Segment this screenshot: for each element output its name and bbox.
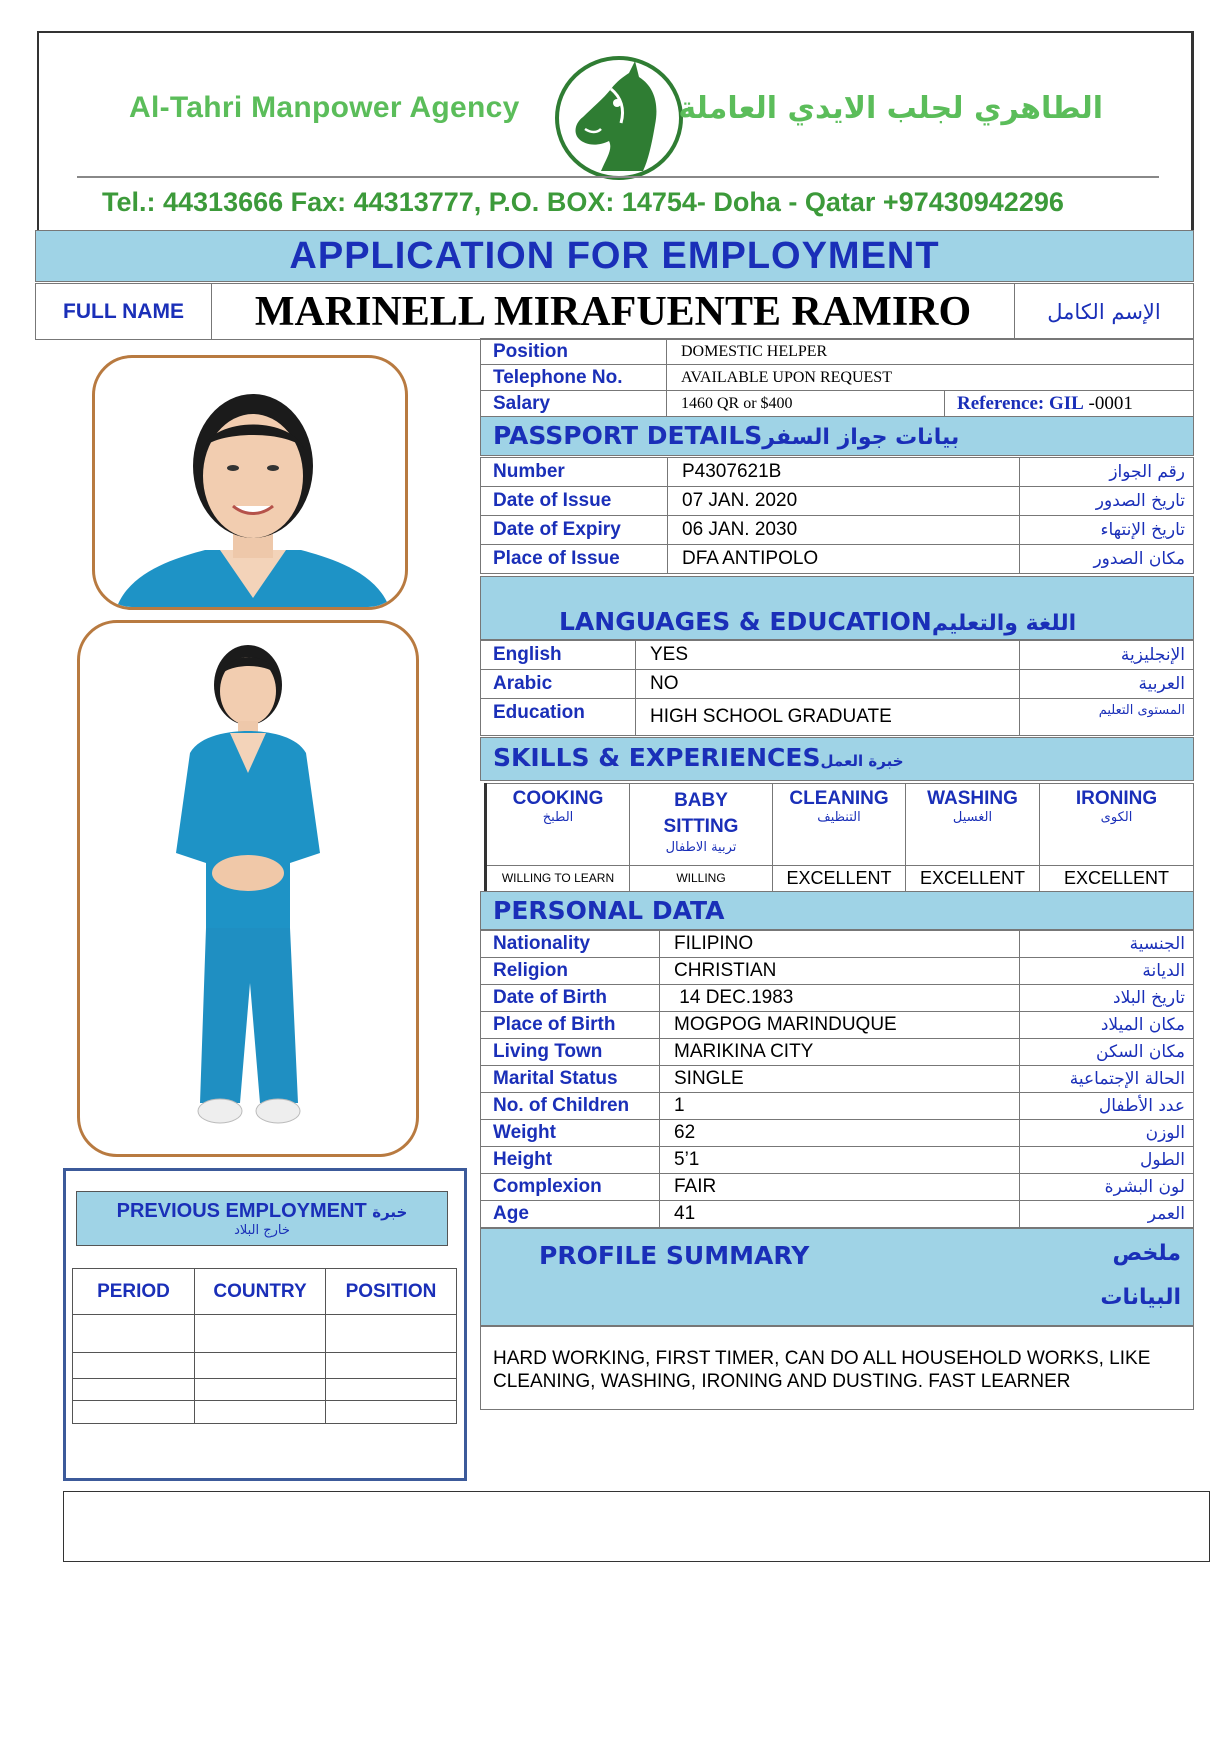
table-row	[481, 1093, 1194, 1120]
languages-table	[480, 640, 1194, 736]
weight-value: 62	[660, 1120, 1020, 1147]
nationality-value: FILIPINO	[660, 931, 1020, 958]
english-value: YES	[636, 641, 1020, 670]
reference-cell	[945, 391, 1194, 417]
position-label: Position	[481, 339, 667, 365]
skills-table	[484, 783, 1194, 893]
table-row	[481, 985, 1194, 1012]
languages-title: LANGUAGES & EDUCATION	[559, 607, 932, 636]
skill-washing	[906, 784, 1040, 866]
religion-label-ar: الديانة	[1020, 958, 1194, 985]
children-value: 1	[660, 1093, 1020, 1120]
profile-title: PROFILE SUMMARY	[539, 1241, 810, 1270]
bottom-empty-box	[63, 1491, 1210, 1562]
salary-label: Salary	[481, 391, 667, 417]
children-label: No. of Children	[481, 1093, 660, 1120]
personal-section-header	[480, 891, 1194, 930]
agency-name-ar: الطاهري لجلب الايدي العاملة	[678, 91, 1103, 126]
table-row	[481, 1201, 1194, 1228]
skills-title: SKILLS & EXPERIENCES	[493, 743, 821, 772]
expiry-date-label: Date of Expiry	[481, 516, 668, 545]
table-row	[481, 1066, 1194, 1093]
education-value: HIGH SCHOOL GRADUATE	[636, 699, 1020, 736]
table-row	[481, 1039, 1194, 1066]
previous-employment-title-en: PREVIOUS EMPLOYMENT	[116, 1199, 367, 1222]
skills-title-ar: خبرة العمل	[820, 752, 904, 770]
table-row	[481, 458, 1194, 487]
nationality-label: Nationality	[481, 931, 660, 958]
table-row	[73, 1401, 457, 1424]
complexion-label-ar: لون البشرة	[1020, 1174, 1194, 1201]
languages-section-header	[480, 576, 1194, 640]
letterhead	[37, 31, 1194, 235]
pob-label: Place of Birth	[481, 1012, 660, 1039]
table-row	[481, 1174, 1194, 1201]
col-position: POSITION	[326, 1269, 457, 1315]
skill-baby-sitting-ar: تربية الاطفال	[665, 840, 737, 855]
previous-employment-title-ar-1: خبرة	[372, 1202, 408, 1221]
passport-section-header	[480, 416, 1194, 456]
profile-summary-text: HARD WORKING, FIRST TIMER, CAN DO ALL HOUSEHOLD WORKS, LIKE CLEANING, WASHING, IRONING AND DUSTING. FAST LEARNER	[480, 1326, 1194, 1410]
previous-employment-table	[72, 1268, 457, 1424]
pob-value: MOGPOG MARINDUQUE	[660, 1012, 1020, 1039]
full-name-value: MARINELL MIRAFUENTE RAMIRO	[212, 283, 1014, 340]
table-row	[481, 958, 1194, 985]
dob-label-ar: تاريخ البلاد	[1020, 985, 1194, 1012]
dob-label: Date of Birth	[481, 985, 660, 1012]
skill-cleaning-name: CLEANING	[789, 788, 889, 809]
skill-washing-name: WASHING	[927, 788, 1018, 809]
personal-title: PERSONAL DATA	[493, 896, 725, 925]
form-title-bar	[35, 230, 1194, 282]
age-label-ar: العمر	[1020, 1201, 1194, 1228]
col-period: PERIOD	[73, 1269, 195, 1315]
skill-baby-sitting-level: WILLING	[630, 866, 773, 892]
form-title: APPLICATION FOR EMPLOYMENT	[289, 234, 940, 277]
reference-label: Reference: GIL	[957, 392, 1084, 414]
age-value: 41	[660, 1201, 1020, 1228]
profile-section-header	[480, 1228, 1194, 1326]
issue-place-label: Place of Issue	[481, 545, 668, 574]
issue-date-label: Date of Issue	[481, 487, 668, 516]
skill-cleaning-ar: التنظيف	[817, 810, 861, 825]
table-row	[481, 699, 1194, 736]
skill-washing-level: EXCELLENT	[906, 866, 1040, 892]
table-row	[481, 670, 1194, 699]
height-label-ar: الطول	[1020, 1147, 1194, 1174]
agency-contact: Tel.: 44313666 Fax: 44313777, P.O. BOX: 14754- Doha - Qatar +97430942296	[102, 187, 1064, 217]
nationality-label-ar: الجنسية	[1020, 931, 1194, 958]
living-town-label-ar: مكان السكن	[1020, 1039, 1194, 1066]
previous-employment-box	[63, 1168, 467, 1481]
table-row	[481, 545, 1194, 574]
telephone-label: Telephone No.	[481, 365, 667, 391]
job-info-table	[480, 338, 1194, 417]
age-label: Age	[481, 1201, 660, 1228]
agency-name-en: Al-Tahri Manpower Agency	[129, 91, 520, 124]
marital-status-value: SINGLE	[660, 1066, 1020, 1093]
passport-number-value: P4307621B	[668, 458, 1020, 487]
skill-ironing	[1040, 784, 1194, 866]
languages-title-ar: اللغة والتعليم	[931, 611, 1077, 636]
table-row	[481, 931, 1194, 958]
education-label: Education	[481, 699, 636, 736]
pob-label-ar: مكان الميلاد	[1020, 1012, 1194, 1039]
table-row	[481, 1120, 1194, 1147]
skill-ironing-ar: الكوى	[1100, 810, 1133, 825]
skill-cleaning-level: EXCELLENT	[773, 866, 906, 892]
passport-title: PASSPORT DETAILS	[493, 421, 763, 450]
complexion-label: Complexion	[481, 1174, 660, 1201]
dob-value: 14 DEC.1983	[660, 985, 1020, 1012]
telephone-value: AVAILABLE UPON REQUEST	[667, 365, 1194, 391]
height-value: 5’1	[660, 1147, 1020, 1174]
skill-baby-sitting-name: BABY SITTING	[663, 790, 739, 837]
skill-baby-sitting	[630, 784, 773, 866]
previous-employment-title-ar-2: خارج البلاد	[234, 1222, 290, 1238]
table-row	[481, 1012, 1194, 1039]
skill-washing-ar: الغسيل	[952, 810, 993, 825]
religion-label: Religion	[481, 958, 660, 985]
position-value: DOMESTIC HELPER	[667, 339, 1194, 365]
skill-cooking-level: WILLING TO LEARN	[486, 866, 630, 892]
personal-table	[480, 930, 1194, 1228]
height-label: Height	[481, 1147, 660, 1174]
profile-title-ar-1: ملخص	[1112, 1241, 1181, 1266]
passport-table	[480, 457, 1194, 574]
issue-place-label-ar: مكان الصدور	[1020, 545, 1194, 574]
issue-date-label-ar: تاريخ الصدور	[1020, 487, 1194, 516]
full-name-label: FULL NAME	[35, 283, 212, 340]
full-name-row	[35, 283, 1194, 340]
issue-place-value: DFA ANTIPOLO	[668, 545, 1020, 574]
religion-value: CHRISTIAN	[660, 958, 1020, 985]
skills-section-header	[480, 737, 1194, 781]
complexion-value: FAIR	[660, 1174, 1020, 1201]
profile-title-ar-2: البيانات	[1100, 1285, 1181, 1310]
marital-status-label: Marital Status	[481, 1066, 660, 1093]
living-town-label: Living Town	[481, 1039, 660, 1066]
arabic-label: Arabic	[481, 670, 636, 699]
weight-label: Weight	[481, 1120, 660, 1147]
skill-cooking-ar: الطبخ	[542, 810, 574, 825]
previous-employment-title	[117, 1200, 408, 1223]
passport-number-label: Number	[481, 458, 668, 487]
education-label-ar: المستوى التعليم	[1020, 699, 1194, 736]
table-row	[73, 1353, 457, 1379]
headshot-photo	[92, 355, 408, 610]
full-name-label-ar: الإسم الكامل	[1014, 283, 1194, 340]
skill-cooking-name: COOKING	[512, 788, 604, 809]
children-label-ar: عدد الأطفال	[1020, 1093, 1194, 1120]
header-divider	[77, 176, 1159, 178]
living-town-value: MARIKINA CITY	[660, 1039, 1020, 1066]
table-row	[481, 516, 1194, 545]
col-country: COUNTRY	[195, 1269, 326, 1315]
full-body-photo	[77, 620, 419, 1157]
skill-ironing-level: EXCELLENT	[1040, 866, 1194, 892]
passport-number-label-ar: رقم الجواز	[1020, 458, 1194, 487]
horse-head-icon	[551, 53, 687, 183]
skill-cleaning	[773, 784, 906, 866]
issue-date-value: 07 JAN. 2020	[668, 487, 1020, 516]
table-row	[481, 1147, 1194, 1174]
marital-status-label-ar: الحالة الإجتماعية	[1020, 1066, 1194, 1093]
previous-employment-header	[76, 1191, 448, 1246]
arabic-value: NO	[636, 670, 1020, 699]
table-row	[73, 1379, 457, 1401]
salary-value: 1460 QR or $400	[667, 391, 945, 417]
english-label: English	[481, 641, 636, 670]
table-row	[73, 1315, 457, 1353]
table-row	[481, 487, 1194, 516]
skill-cooking	[486, 784, 630, 866]
skill-ironing-name: IRONING	[1075, 788, 1158, 809]
arabic-label-ar: العربية	[1020, 670, 1194, 699]
passport-title-ar: بيانات جواز السفر	[762, 425, 960, 450]
weight-label-ar: الوزن	[1020, 1120, 1194, 1147]
expiry-date-label-ar: تاريخ الإنتهاء	[1020, 516, 1194, 545]
english-label-ar: الإنجليزية	[1020, 641, 1194, 670]
expiry-date-value: 06 JAN. 2030	[668, 516, 1020, 545]
reference-value: -0001	[1088, 392, 1133, 414]
table-row	[481, 641, 1194, 670]
